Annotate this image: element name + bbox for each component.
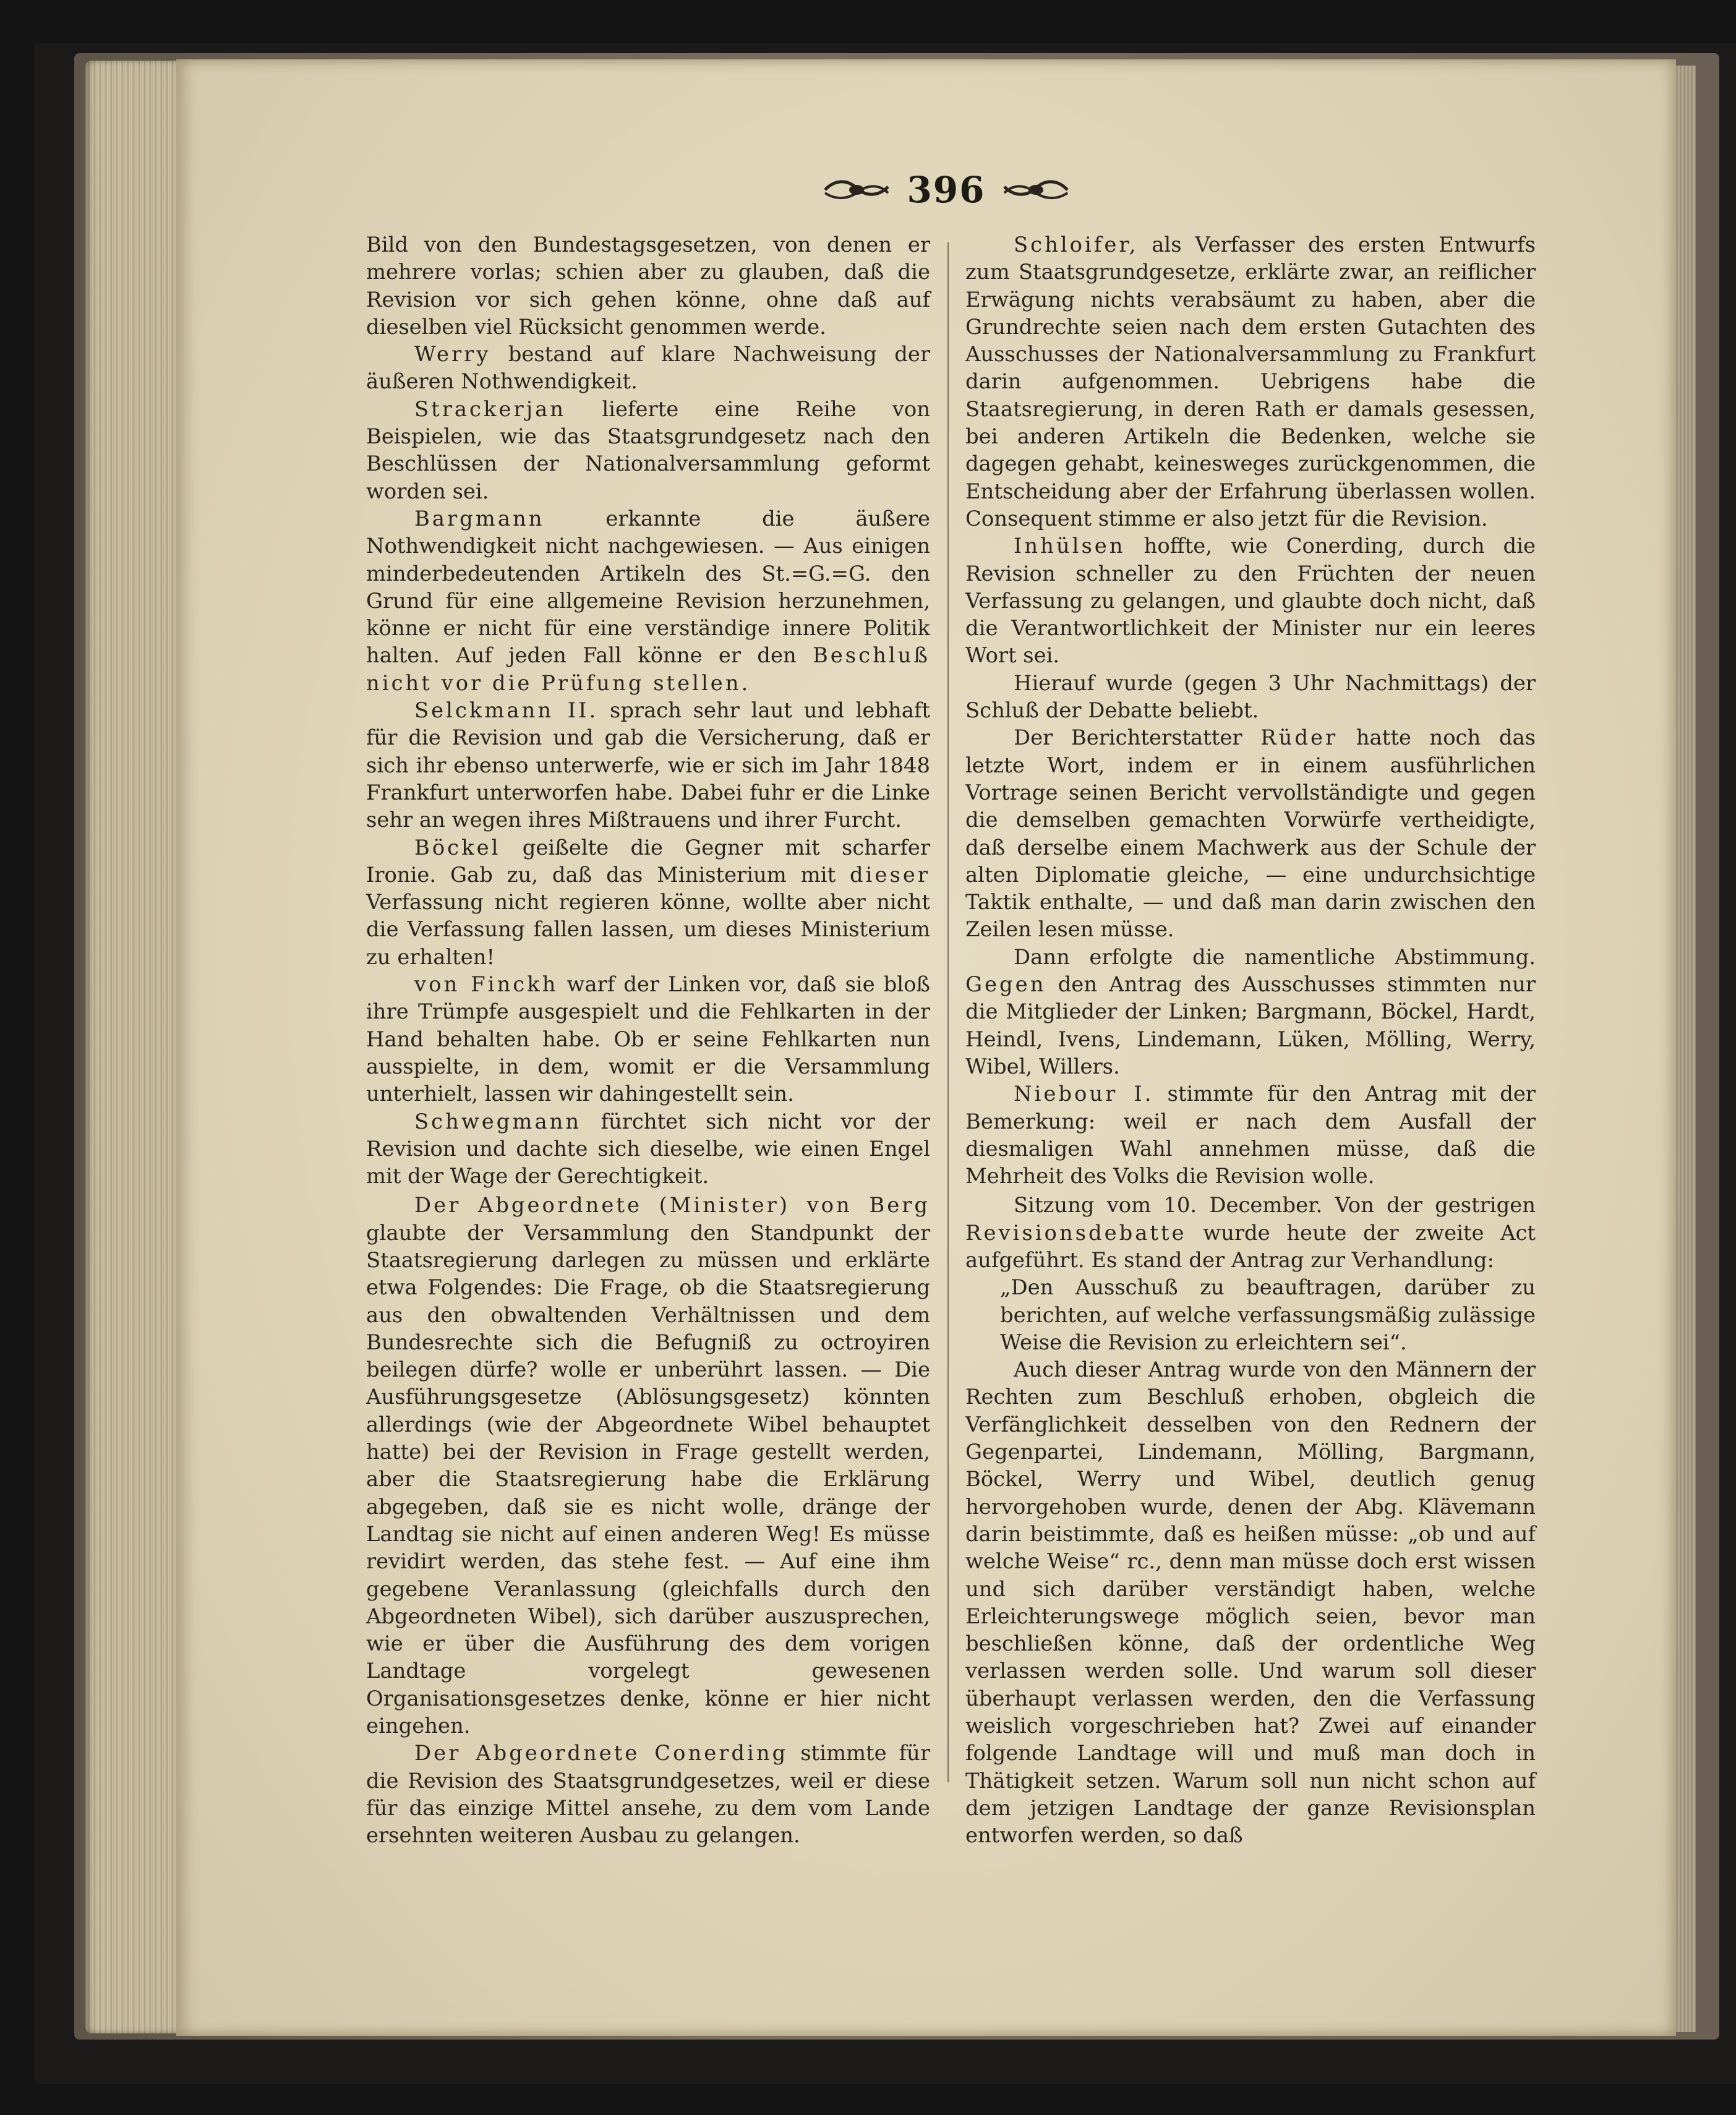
right-column — [965, 231, 1536, 1848]
quoted-motion: „Den Ausschuß zu beauftragen, darüber zu berichten, auf welche verfassungsmäßig zulässige Weise die Revision zu erleichtern sei“. — [1000, 1275, 1536, 1354]
column-divider — [947, 242, 949, 1782]
paragraph: Sitzung vom 10. December. Von der gestrigen Revisionsdebatte wurde heute der zweite Act aufgeführt. Es stand der Antrag zur Verhandlung: — [965, 1193, 1536, 1272]
speaker-name: Selckmann II. — [414, 698, 599, 723]
right-ornament-icon — [1002, 176, 1070, 204]
emphasis: Revisionsdebatte — [965, 1220, 1187, 1245]
speaker-name: von Finckh — [414, 972, 558, 997]
paragraph: Der Berichterstatter Rüder hatte noch das letzte Wort, indem er in einem ausführlichen Vortrage seinen Bericht vervollständigte und gegen die demselben gemachten Vorwürfe vertheidigte, daß derselbe einem Machwerk aus der Schule der alten Diplomatie gleiche, — eine undurchsichtige Taktik enthalte, — und daß man darin zwischen den Zeilen lesen müsse. — [965, 725, 1536, 942]
emphasis: Rüder — [1260, 725, 1338, 750]
paragraph: Auch dieser Antrag wurde von den Männern der Rechten zum Beschluß erhoben, obgleich die Verfänglichkeit desselben von den Rednern der Gegenpartei, Lindemann, Mölling, Bargmann, Böckel, Werry und Wibel, deutlich genug hervorgehoben wurde, denen der Abg. Klävemann darin beistimmte, daß es heißen müsse: „ob und auf welche Weise“ rc., denn man müsse doch erst wissen und sich darüber verständigt haben, welche Erleichterungswege möglich seien, bevor man beschließen könne, daß der ordentliche Weg verlassen werden solle. Und warum soll dieser überhaupt verlassen werden, den die Verfassung weislich vorgeschrieben hat? Zwei auf einander folgende Landtage will und muß man doch in Thätigkeit setzen. Warum soll nun nicht schon auf dem jetzigen Landtage der ganze Revisionsplan entworfen werden, so daß — [965, 1357, 1536, 1848]
left-ornament-icon — [823, 176, 891, 204]
speaker-name: Bargmann — [414, 506, 545, 531]
speaker-name: Werry — [414, 342, 491, 367]
paragraph: von Finckh warf der Linken vor, daß sie bloß ihre Trümpfe ausgespielt und die Fehlkarten in der Hand behalten habe. Ob er seine Fehlkarten nun ausspielte, in dem, womit er die Versammlung unterhielt, lassen wir dahingestellt sein. — [366, 972, 931, 1106]
paragraph: Bild von den Bundestagsgesetzen, von denen er mehrere vorlas; schien aber zu glauben, daß die Revision vor sich gehen könne, ohne daß auf dieselben viel Rücksicht genommen werde. — [366, 233, 930, 339]
speaker-name: Der Abgeordnete (Minister) von Berg — [414, 1193, 930, 1218]
paragraph: Werry bestand auf klare Nachweisung der äußeren Nothwendigkeit. — [366, 342, 930, 394]
left-column — [366, 231, 931, 1848]
paragraph: Selckmann II. sprach sehr laut und lebhaft für die Revision und gab die Versicherung, daß er sich ihr ebenso unterwerfe, wie er sich im Jahr 1848 Frankfurt unterworfen habe. Dabei fuhr er die Linke sehr an wegen ihres Mißtrauens und ihrer Furcht. — [366, 698, 930, 832]
page-number: 396 — [907, 169, 986, 211]
emphasis: dieser — [850, 862, 930, 887]
speaker-name: Strackerjan — [414, 396, 566, 421]
paragraph: Inhülsen hoffte, wie Conerding, durch die Revision schneller zu den Früchten der neuen Verfassung zu gelangen, und glaubte doch nicht, daß die Verantwortlichkeit der Minister nur ein leeres Wort sei. — [965, 534, 1536, 668]
page-edges-left — [85, 61, 178, 2033]
paragraph: Dann erfolgte die namentliche Abstimmung. Gegen den Antrag des Ausschusses stimmten nur die Mitglieder der Linken; Bargmann, Böckel, Hardt, Heindl, Ivens, Lindemann, Lüken, Mölling, Werry, Wibel, Willers. — [965, 944, 1536, 1079]
paragraph: Böckel geißelte die Gegner mit scharfer Ironie. Gab zu, daß das Ministerium mit dieser Verfassung nicht regieren könne, wollte aber nicht die Verfassung fallen lassen, um dieses Ministerium zu erhalten! — [366, 835, 930, 969]
paragraph: Bargmann erkannte die äußere Nothwendigkeit nicht nachgewiesen. — Aus einigen minderbedeutenden Artikeln des St.=G.=G. den Grund für eine allgemeine Revision herzunehmen, könne er nicht für eine verständige innere Politik halten. Auf jeden Fall könne er den Beschluß nicht vor die Prüfung stellen. — [366, 506, 930, 695]
speaker-name: Böckel — [414, 835, 501, 860]
speaker-name: Niebour I. — [1014, 1082, 1154, 1106]
paragraph: Schloifer, als Verfasser des ersten Entwurfs zum Staatsgrundgesetze, erklärte zwar, an reiflicher Erwägung nichts verabsäumt zu haben, aber die Grundrechte seien nach dem ersten Gutachten des Ausschusses der Nationalversammlung zu Frankfurt darin aufgenommen. Uebrigens habe die Staatsregierung, in deren Rath er damals gesessen, bei anderen Artikeln die Bedenken, welche sie dagegen gehabt, keinesweges zurückgenommen, die Entscheidung aber der Erfahrung überlassen wollen. Consequent stimme er also jetzt für die Revision. — [965, 233, 1536, 531]
emphasis: Gegen — [965, 972, 1046, 997]
paragraph: Der Abgeordnete Conerding stimmte für die Revision des Staatsgrundgesetzes, weil er diese für das einzige Mittel ansehe, zu dem vom Lande ersehnten weiteren Ausbau zu gelangen. — [366, 1741, 930, 1848]
speaker-name: Der Abgeordnete Conerding — [414, 1741, 789, 1766]
paragraph: Niebour I. stimmte für den Antrag mit der Bemerkung: weil er nach dem Ausfall der diesmaligen Wahl annehmen müsse, daß die Mehrheit des Volks die Revision wolle. — [965, 1082, 1536, 1189]
paragraph: Hierauf wurde (gegen 3 Uhr Nachmittags) der Schluß der Debatte beliebt. — [965, 670, 1536, 723]
paragraph: Strackerjan lieferte eine Reihe von Beispielen, wie das Staatsgrundgesetz nach den Beschlüssen der Nationalversammlung geformt worden sei. — [366, 396, 931, 503]
speaker-name: Schloifer, — [1014, 233, 1139, 257]
speaker-name: Schwegmann — [414, 1109, 582, 1134]
emphasis: Beschluß nicht vor die Prüfung stellen. — [366, 643, 930, 695]
page-header — [804, 168, 1088, 212]
paragraph: Schwegmann fürchtet sich nicht vor der Revision und dachte sich dieselbe, wie einen Engel mit der Wage der Gerechtigkeit. — [366, 1109, 930, 1189]
paragraph: Der Abgeordnete (Minister) von Berg glaubte der Versammlung den Standpunkt der Staatsregierung darlegen zu müssen und erklärte etwa Folgendes: Die Frage, ob die Staatsregierung aus den obwaltenden Verhältnissen und dem Bundesrechte sich die Befugniß zu octroyiren beilegen dürfe? wolle er unberührt lassen. — Die Ausführungsgesetze (Ablösungsgesetz) könnten allerdings (wie der Abgeordnete Wibel behauptet hatte) bei der Revision in Frage gestellt werden, aber die Staatsregierung habe die Erklärung abgegeben, daß sie es nicht wolle, dränge der Landtag sie nicht auf einen anderen Weg! Es müsse revidirt werden, das stehe fest. — Auf eine ihm gegebene Veranlassung (gleichfalls durch den Abgeordneten Wibel), sich darüber auszusprechen, wie er über die Ausführung des dem vorigen Landtage vorgelegt gewesenen Organisationsgesetzes denke, könne er hier nicht eingehen. — [366, 1193, 930, 1738]
speaker-name: Inhülsen — [1014, 534, 1126, 558]
